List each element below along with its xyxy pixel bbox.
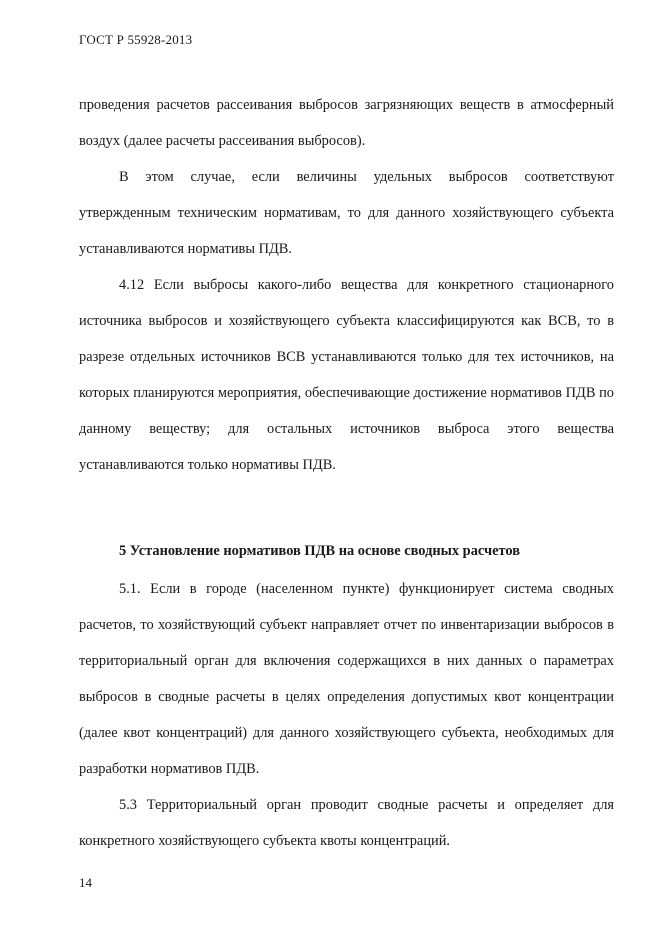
paragraph-udelnye-vybrosy: В этом случае, если величины удельных выбросов соответствуют утвержденным техническим нормативам, то для данного хозяйствующего субъекта устанавливаются нормативы ПДВ. (79, 169, 614, 257)
section-5-heading: 5 Установление нормативов ПДВ на основе сводных расчетов (119, 543, 520, 559)
paragraph-4-12: 4.12 Если выбросы какого-либо вещества для конкретного стационарного источника выбросов и хозяйствующего субъекта классифицируются как ВСВ, то в разрезе отдельных источников ВСВ устанавливаются только для тех источников, на которых планируются мероприятия, обеспечивающие достижение нормативов ПДВ по данному веществу; для остальных источников выброса этого вещества устанавливаются только нормативы ПДВ. (79, 277, 614, 473)
paragraph-continuation: проведения расчетов рассеивания выбросов загрязняющих веществ в атмосферный воздух (далее расчеты рассеивания выбросов). (79, 97, 614, 149)
standard-code-header: ГОСТ Р 55928-2013 (79, 32, 193, 47)
page-number: 14 (79, 875, 92, 890)
document-body (79, 87, 614, 859)
paragraph-5-3: 5.3 Территориальный орган проводит сводные расчеты и определяет для конкретного хозяйствующего субъекта квоты концентраций. (79, 797, 614, 849)
paragraph-5-1: 5.1. Если в городе (населенном пункте) функционирует система сводных расчетов, то хозяйствующий субъект направляет отчет по инвентаризации выбросов в территориальный орган для включения содержащихся в них данных о параметрах выбросов в сводные расчеты в целях определения допустимых квот концентрации (далее квот концентраций) для данного хозяйствующего субъекта, необходимых для разработки нормативов ПДВ. (79, 581, 614, 777)
